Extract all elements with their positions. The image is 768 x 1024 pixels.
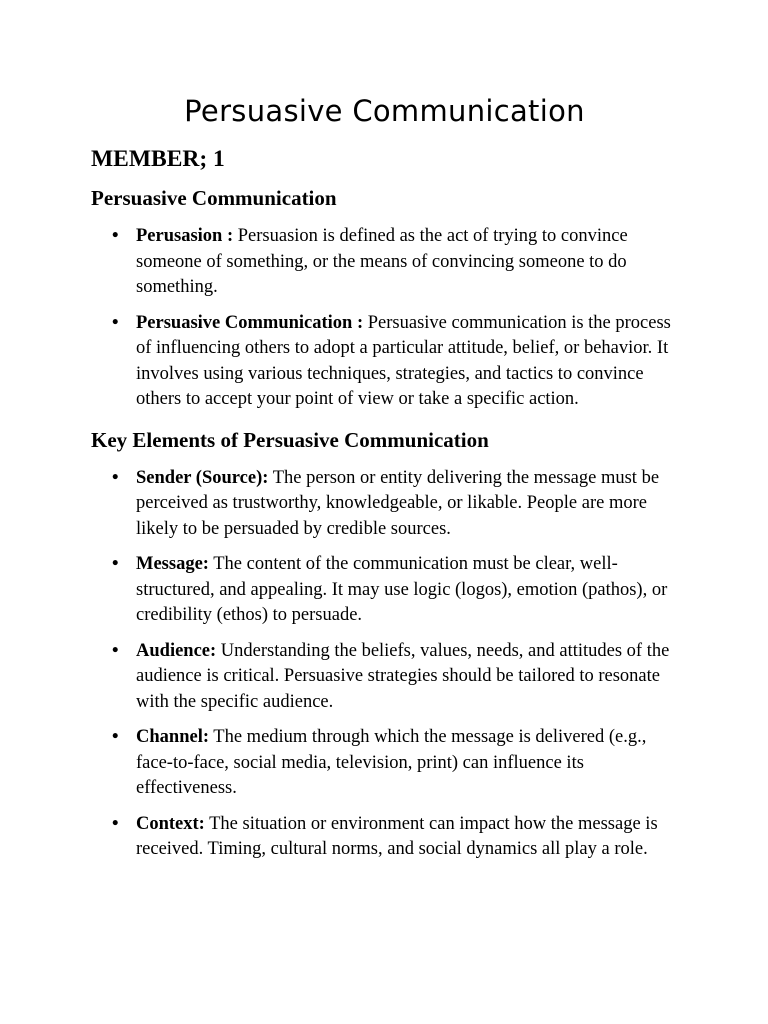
term-description: Persuasive communication is the process of influencing others to adopt a particular attitude, belief, or behavior. It involves using various techniques, strategies, and tactics to convince others to accept your point of view or take a specific action. xyxy=(136,312,671,409)
bullet-icon: • xyxy=(112,312,119,333)
term-description: Persuasion is defined as the act of trying to convince someone of something, or the means of convincing someone to do something. xyxy=(136,226,628,297)
section-heading-key-elements: Key Elements of Persuasive Communication xyxy=(91,427,489,452)
term-label: Persuasive Communication : xyxy=(136,312,364,333)
bullet-icon: • xyxy=(112,813,119,834)
definitions-list xyxy=(91,224,678,413)
term-label: Message: xyxy=(136,554,209,574)
bullet-icon: • xyxy=(112,554,119,574)
member-heading: MEMBER; 1 xyxy=(91,146,225,172)
term-label: Channel: xyxy=(136,727,209,747)
term-label: Audience: xyxy=(136,640,217,661)
term-description: The situation or environment can impact how the message is received. Timing, cultural norms, and social dynamics all play a role. xyxy=(136,813,658,859)
term-description: Understanding the beliefs, values, needs, and attitudes of the audience is critical. Persuasive strategies should be tailored to resonate with the specific audience. xyxy=(136,640,670,712)
list-item xyxy=(91,466,678,543)
bullet-icon: • xyxy=(112,226,119,246)
term-label: Context: xyxy=(136,813,205,834)
term-description: The content of the communication must be clear, well-structured, and appealing. It may use logic (logos), emotion (pathos), or credibility (ethos) to persuade. xyxy=(136,554,668,625)
list-item xyxy=(91,725,678,802)
section-heading-persuasive-communication: Persuasive Communication xyxy=(91,186,337,210)
list-item xyxy=(91,639,678,716)
list-item xyxy=(91,311,678,413)
list-item xyxy=(91,224,678,301)
term-label: Sender (Source): xyxy=(136,467,269,488)
key-elements-list xyxy=(91,466,678,863)
document-title: Persuasive Communication xyxy=(184,94,585,128)
list-item xyxy=(91,812,678,863)
bullet-icon: • xyxy=(112,640,119,661)
bullet-icon: • xyxy=(112,727,119,747)
bullet-icon: • xyxy=(112,467,119,488)
list-item xyxy=(91,552,678,629)
term-description: The medium through which the message is delivered (e.g., face-to-face, social media, television, print) can influence its effectiveness. xyxy=(136,727,647,798)
term-description: The person or entity delivering the message must be perceived as trustworthy, knowledgeable, or likable. People are more likely to be persuaded by credible sources. xyxy=(136,467,660,539)
term-label: Perusasion : xyxy=(136,226,234,246)
